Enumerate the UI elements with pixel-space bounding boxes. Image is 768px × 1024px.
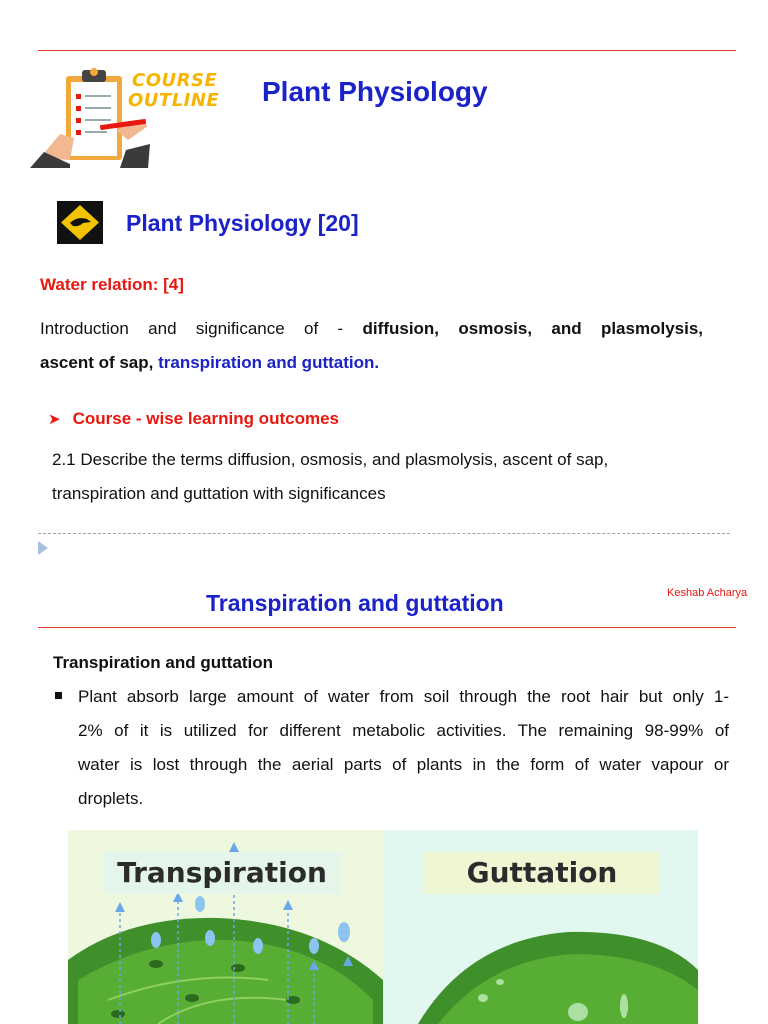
intro-line-2 xyxy=(40,346,703,380)
intro-text: Introduction and significance of - xyxy=(40,319,363,338)
arrow-bullet-icon: ➤ xyxy=(48,411,61,428)
bullet-line-1: Plant absorb large amount of water from soil through the root hair but only 1- xyxy=(78,687,729,706)
logo-text-outline: OUTLINE xyxy=(128,90,220,111)
slide2-title: Transpiration and guttation xyxy=(206,590,504,616)
slide2-subheading: Transpiration and guttation xyxy=(53,653,274,672)
transpiration-guttation-illustration xyxy=(68,830,698,1024)
bullet-line-3: water is lost through the aerial parts of plants in the form of water vapour or xyxy=(78,755,729,774)
play-triangle-icon[interactable] xyxy=(38,541,48,560)
outcomes-heading-row xyxy=(48,409,339,429)
intro-line-1 xyxy=(40,312,703,346)
outcomes-text xyxy=(52,443,712,511)
intro-bold-terms: diffusion, osmosis, and plasmolysis, xyxy=(362,319,704,338)
transpiration-label: Transpiration xyxy=(103,852,341,894)
section-title: Plant Physiology [20] xyxy=(126,210,359,236)
guttation-label: Guttation xyxy=(424,852,660,894)
top-divider xyxy=(38,50,736,51)
intro-paragraph xyxy=(40,312,703,380)
bullet-line-4: droplets. xyxy=(78,789,144,808)
bullet-square-icon xyxy=(55,692,62,699)
intro-ascent: ascent of sap, xyxy=(40,353,159,372)
outcomes-heading: Course - wise learning outcomes xyxy=(72,409,339,428)
outcome-line-2: transpiration and guttation with significances xyxy=(52,484,386,503)
slide-separator xyxy=(38,533,730,534)
page-title: Plant Physiology xyxy=(262,76,488,107)
logo-text-course: COURSE xyxy=(132,70,218,91)
bullet-paragraph xyxy=(78,680,729,816)
bullet-line-2: 2% of it is utilized for different metabolic activities. The remaining 98-99% of xyxy=(78,721,729,740)
slide2-divider xyxy=(38,627,736,628)
diamond-sign-icon xyxy=(57,201,103,244)
water-relation-label: Water relation: [4] xyxy=(40,275,184,294)
author-name: Keshab Acharya xyxy=(667,587,748,599)
intro-transpiration: transpiration and guttation. xyxy=(158,353,380,372)
course-outline-logo xyxy=(30,64,220,168)
outcome-line-1: 2.1 Describe the terms diffusion, osmosis, and plasmolysis, ascent of sap, xyxy=(52,450,609,469)
